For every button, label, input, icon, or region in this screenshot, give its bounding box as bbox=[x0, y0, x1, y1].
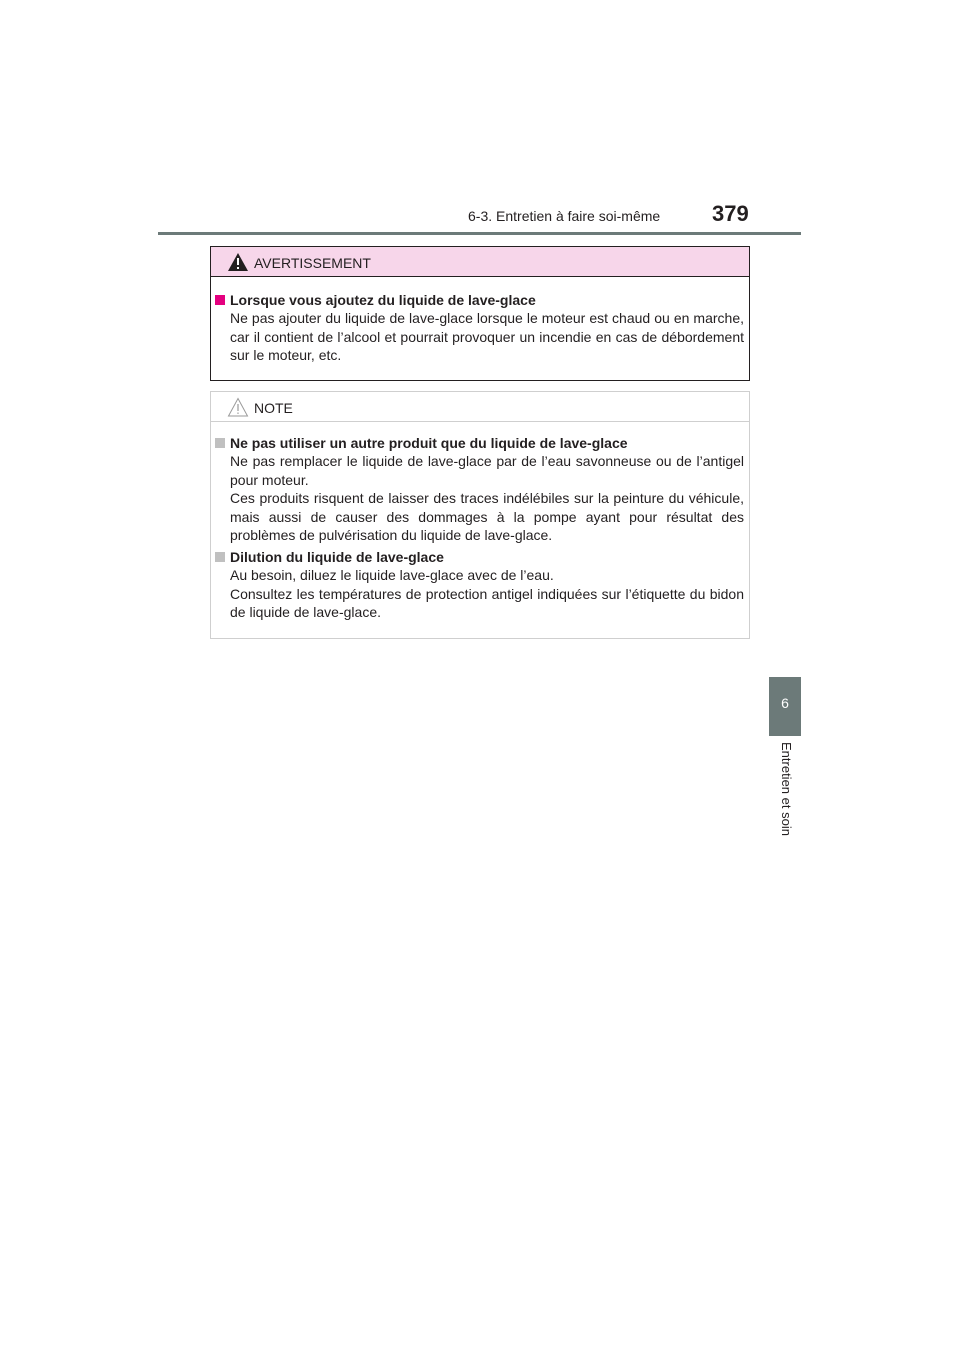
note-box bbox=[210, 391, 750, 639]
note-item-text: Ces produits risquent de laisser des traces indélébiles sur la peinture du véhicule, mais aussi de causer des dommages à la pompe ayant pour résultat des problèmes de pulvérisation du liquide de lave-glace. bbox=[230, 490, 744, 543]
note-box-label: NOTE bbox=[254, 400, 293, 416]
note-item bbox=[215, 434, 744, 545]
note-item-title: Ne pas utiliser un autre produit que du liquide de lave-glace bbox=[215, 434, 741, 452]
note-item bbox=[215, 548, 744, 622]
header-section-title: 6-3. Entretien à faire soi-même bbox=[468, 208, 661, 224]
chapter-number: 6 bbox=[781, 695, 789, 711]
warning-box-header bbox=[211, 247, 749, 277]
chapter-tab bbox=[769, 677, 801, 736]
warning-box bbox=[210, 246, 750, 381]
note-item-title: Dilution du liquide de lave-glace bbox=[215, 548, 741, 566]
note-box-header bbox=[211, 392, 749, 422]
caution-outline-triangle-icon bbox=[227, 397, 249, 417]
header-divider bbox=[158, 232, 801, 235]
square-bullet-icon bbox=[215, 438, 225, 448]
warning-item-text: Ne pas ajouter du liquide de lave-glace lorsque le moteur est chaud ou en marche, car il contient de l’alcool et pourrait provoquer un incendie en cas de débordement sur le moteur, etc. bbox=[230, 310, 744, 363]
note-item-text: Au besoin, diluez le liquide lave-glace avec de l’eau. bbox=[230, 567, 554, 583]
warning-item-title: Lorsque vous ajoutez du liquide de lave-glace bbox=[215, 291, 741, 309]
square-bullet-icon bbox=[215, 295, 225, 305]
warning-triangle-icon bbox=[227, 252, 249, 272]
note-item-text: Ne pas remplacer le liquide de lave-glace par de l’eau savonneuse ou de l’antigel pour moteur. bbox=[230, 453, 744, 488]
page-number: 379 bbox=[712, 201, 749, 226]
warning-item bbox=[215, 291, 744, 365]
note-item-text: Consultez les températures de protection antigel indiquées sur l’étiquette du bidon de liquide de lave-glace. bbox=[230, 585, 744, 620]
chapter-title-vertical: Entretien et soin bbox=[779, 742, 794, 836]
square-bullet-icon bbox=[215, 552, 225, 562]
warning-box-label: AVERTISSEMENT bbox=[254, 255, 371, 271]
